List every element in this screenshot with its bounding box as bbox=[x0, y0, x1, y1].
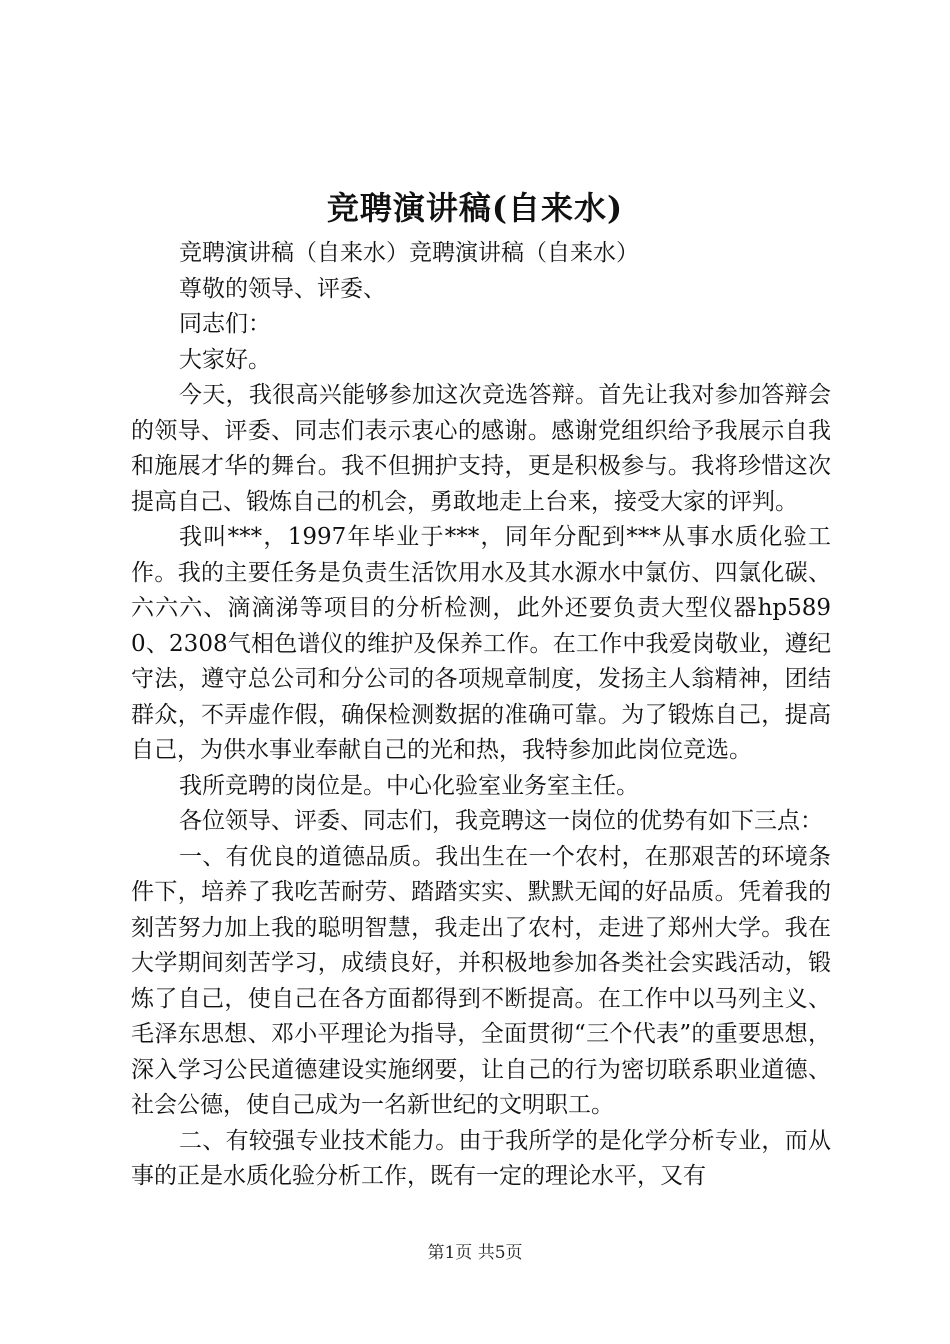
paragraph: 尊敬的领导、评委、 bbox=[179, 275, 386, 302]
paragraph: 竞聘演讲稿（自来水）竞聘演讲稿（自来水） bbox=[179, 240, 639, 266]
paragraph: 我叫***，1997年毕业于***，同年分配到***从事水质化验工作。我的主要任务是负责生活饮用水及其水源水中氯仿、四氯化碳、六六六、滴滴涕等项目的分析检测，此外还要负责大型仪器hp5890、2308气相色谱仪的维护及保养工作。在工作中我爱岗敬业，遵纪守法，遵守总公司和分公司的各项规章制度，发扬主人翁精神，团结群众，不弄虚作假，确保检测数据的准确可靠。为了锻炼自己，提高自己，为供水事业奉献自己的光和热，我特参加此岗位竞选。 bbox=[131, 524, 831, 763]
paragraph: 大家好。 bbox=[179, 346, 271, 373]
paragraph: 今天，我很高兴能够参加这次竞选答辩。首先让我对参加答辩会的领导、评委、同志们表示衷心的感谢。感谢党组织给予我展示自我和施展才华的舞台。我不但拥护支持，更是积极参与。我将珍惜这次提高自己、锻炼自己的机会，勇敢地走上台来，接受大家的评判。 bbox=[131, 382, 831, 515]
document-title: 竞聘演讲稿(自来水) bbox=[326, 189, 624, 227]
page-footer: 第1页 共5页 bbox=[427, 1243, 523, 1263]
paragraph: 我所竞聘的岗位是。中心化验室业务室主任。 bbox=[179, 772, 639, 799]
paragraph: 同志们： bbox=[179, 311, 271, 337]
paragraph: 二、有较强专业技术能力。由于我所学的是化学分析专业，而从事的正是水质化验分析工作，既有一定的理论水平，又有 bbox=[131, 1127, 831, 1189]
paragraph: 各位领导、评委、同志们，我竞聘这一岗位的优势有如下三点： bbox=[179, 808, 823, 834]
paragraph: 一、有优良的道德品质。我出生在一个农村，在那艰苦的环境条件下，培养了我吃苦耐劳、踏踏实实、默默无闻的好品质。凭着我的刻苦努力加上我的聪明智慧，我走出了农村，走进了郑州大学。我在大学期间刻苦学习，成绩良好，并积极地参加各类社会实践活动，锻炼了自己，使自己在各方面都得到不断提高。在工作中以马列主义、毛泽东思想、邓小平理论为指导，全面贯彻“三个代表”的重要思想，深入学习公民道德建设实施纲要，让自己的行为密切联系职业道德、社会公德，使自己成为一名新世纪的文明职工。 bbox=[131, 843, 831, 1118]
document-body bbox=[131, 236, 831, 1195]
